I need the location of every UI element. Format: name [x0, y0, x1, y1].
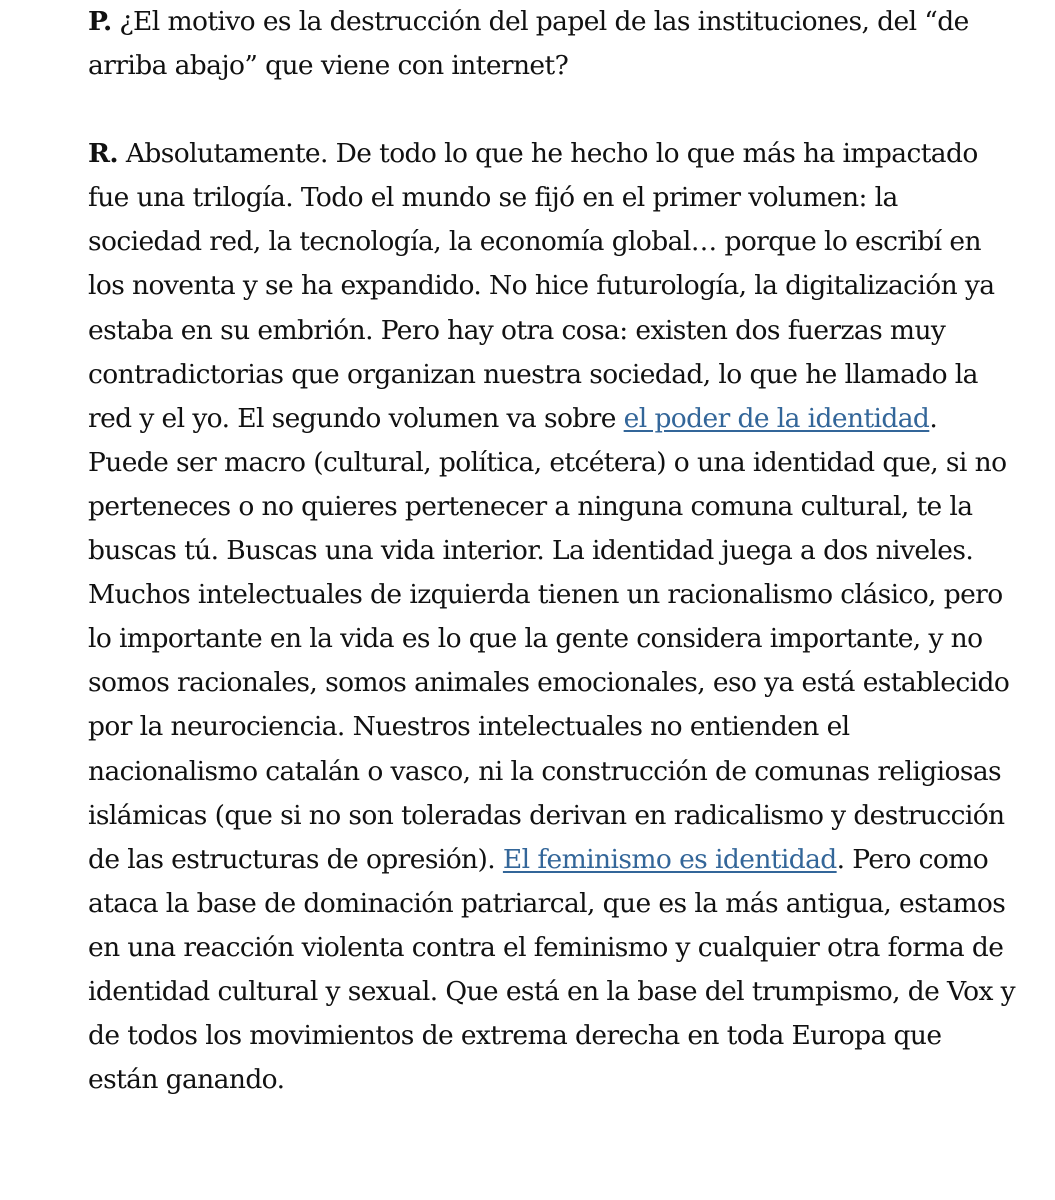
- answer-text-part-2: . Puede ser macro (cultural, política, etcétera) o una identidad que, si no perteneces o no quieres pertenecer a ninguna comuna cultural, te la buscas tú. Buscas una vida interior. La identidad juega a dos niveles. Muchos intelectuales de izquierda tienen un racionalismo clásico, pero lo importante en la vida es lo que la gente considera importante, y no somos racionales, somos animales emocionales, eso ya está establecido por la neurociencia. Nuestros intelectuales no entienden el nacionalismo catalán o vasco, ni la construcción de comunas religiosas islámicas (que si no son toleradas derivan en radicalismo y destrucción de las estructuras de opresión).: [88, 402, 1010, 875]
- answer-paragraph: [88, 132, 1018, 1102]
- article-body: [88, 0, 1018, 1102]
- answer-text-part-3: . Pero como ataca la base de dominación patriarcal, que es la más antigua, estamos en una reacción violenta contra el feminismo y cualquier otra forma de identidad cultural y sexual. Que está en la base del trumpismo, de Vox y de todos los movimientos de extrema derecha en toda Europa que están ganando.: [88, 843, 1016, 1096]
- question-paragraph: [88, 0, 1018, 88]
- question-speaker-label: P.: [88, 6, 112, 37]
- answer-speaker-label: R.: [88, 138, 119, 170]
- link-el-poder-de-la-identidad[interactable]: el poder de la identidad: [623, 402, 930, 434]
- answer-text-part-1: Absolutamente. De todo lo que he hecho lo que más ha impactado fue una trilogía. Todo el mundo se fijó en el primer volumen: la sociedad red, la tecnología, la economía global… porque lo escribí en los noventa y se ha expandido. No hice futurología, la digitalización ya estaba en su embrión. Pero hay otra cosa: existen dos fuerzas muy contradictorias que organizan nuestra sociedad, lo que he llamado la red y el yo. El segundo volumen va sobre: [88, 138, 995, 434]
- link-el-feminismo-es-identidad[interactable]: El feminismo es identidad: [502, 843, 837, 875]
- question-text: ¿El motivo es la destrucción del papel de las instituciones, del “de arriba abajo” que viene con internet?: [88, 6, 969, 82]
